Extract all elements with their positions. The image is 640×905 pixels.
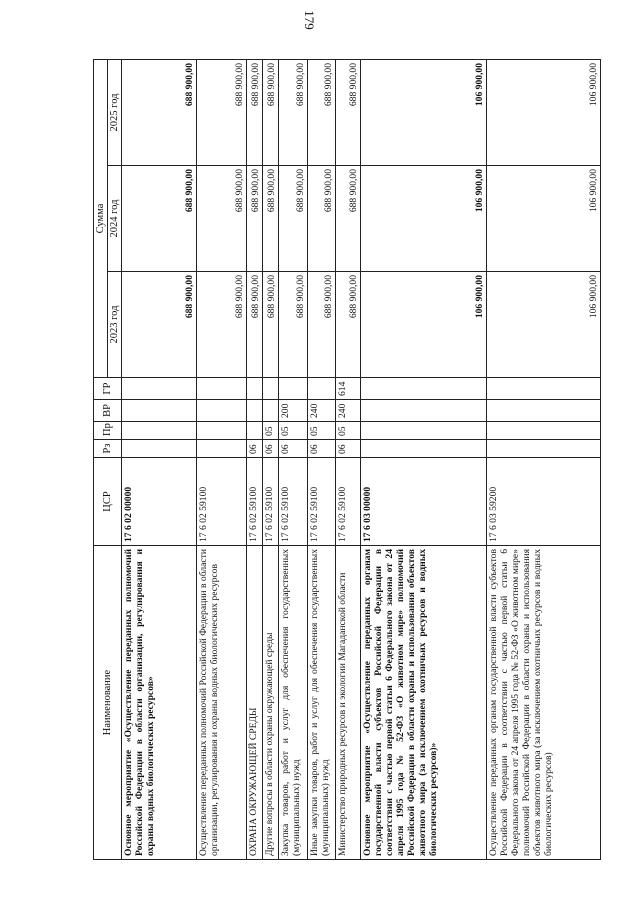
cell-vr [263, 400, 279, 422]
cell-csr: 17 6 02 59100 [197, 458, 247, 546]
cell-gr [279, 378, 308, 400]
cell-vr [122, 400, 197, 422]
table-row [361, 59, 486, 859]
page-number: 179 [301, 10, 317, 30]
cell-2024: 688 900,00 [279, 166, 308, 272]
cell-gr [263, 378, 279, 400]
header-pr: Пр [94, 422, 122, 440]
table-row [307, 59, 336, 859]
cell-2025: 688 900,00 [263, 59, 279, 165]
cell-pr: 05 [307, 422, 336, 440]
cell-csr: 17 6 02 59100 [307, 458, 336, 546]
cell-2024: 106 900,00 [361, 166, 486, 272]
header-2023: 2023 год [108, 272, 122, 378]
cell-2025: 106 900,00 [486, 59, 600, 165]
cell-2025: 688 900,00 [279, 59, 308, 165]
cell-vr: 240 [336, 400, 361, 422]
cell-2023: 106 900,00 [486, 272, 600, 378]
cell-2023: 688 900,00 [197, 272, 247, 378]
cell-csr: 17 6 02 59100 [336, 458, 361, 546]
cell-csr: 17 6 02 59100 [263, 458, 279, 546]
cell-rz: 06 [263, 440, 279, 458]
cell-name: Иные закупки товаров, работ и услуг для обеспечения государственных (муниципальных) нужд [307, 546, 336, 860]
cell-name: ОХРАНА ОКРУЖАЮЩЕЙ СРЕДЫ [247, 546, 263, 860]
cell-vr [197, 400, 247, 422]
cell-rz: 06 [279, 440, 308, 458]
cell-csr: 17 6 03 59200 [486, 458, 600, 546]
header-2024: 2024 год [108, 166, 122, 272]
cell-rz [197, 440, 247, 458]
cell-rz [361, 440, 486, 458]
cell-gr [247, 378, 263, 400]
cell-gr [307, 378, 336, 400]
cell-2023: 688 900,00 [247, 272, 263, 378]
rotated-page [93, 60, 601, 860]
cell-vr [361, 400, 486, 422]
cell-pr: 05 [336, 422, 361, 440]
cell-name: Осуществление переданных органам государственной власти субъектов Российской Федерации в соответствии с частью первой статьи 6 Федерального закона от 24 апреля 1995 года № 52-ФЗ «О животном мире» полномочий Российской Федерации в области охраны и использования объектов животного мира (за исключением охотничьих ресурсов и водных биологических ресурсов) [486, 546, 600, 860]
cell-pr [247, 422, 263, 440]
cell-2024: 688 900,00 [307, 166, 336, 272]
header-gr: ГР [94, 378, 122, 400]
cell-csr: 17 6 02 00000 [122, 458, 197, 546]
cell-rz: 06 [336, 440, 361, 458]
cell-2025: 688 900,00 [197, 59, 247, 165]
table-body [122, 59, 601, 859]
table-row [197, 59, 247, 859]
cell-vr: 240 [307, 400, 336, 422]
cell-rz: 06 [247, 440, 263, 458]
cell-name: Осуществление переданных полномочий Российской Федерации в области организации, регулирования и охраны водных биологических ресурсов [197, 546, 247, 860]
cell-csr: 17 6 03 00000 [361, 458, 486, 546]
cell-csr: 17 6 02 59100 [279, 458, 308, 546]
table-row [263, 59, 279, 859]
cell-name: Закупка товаров, работ и услуг для обеспечения государственных (муниципальных) нужд [279, 546, 308, 860]
header-2025: 2025 год [108, 59, 122, 165]
cell-gr [486, 378, 600, 400]
cell-csr: 17 6 02 59100 [247, 458, 263, 546]
cell-gr [361, 378, 486, 400]
cell-rz [122, 440, 197, 458]
cell-vr [247, 400, 263, 422]
cell-name: Министерство природных ресурсов и экологии Магаданской области [336, 546, 361, 860]
table-row [486, 59, 600, 859]
cell-2025: 688 900,00 [122, 59, 197, 165]
cell-vr [486, 400, 600, 422]
cell-2025: 688 900,00 [307, 59, 336, 165]
cell-2025: 106 900,00 [361, 59, 486, 165]
cell-2024: 688 900,00 [336, 166, 361, 272]
header-rz: Рз [94, 440, 122, 458]
cell-pr: 05 [279, 422, 308, 440]
cell-gr [122, 378, 197, 400]
cell-2024: 688 900,00 [122, 166, 197, 272]
cell-pr [486, 422, 600, 440]
header-csr: ЦСР [94, 458, 122, 546]
cell-name: Основное мероприятие «Осуществление переданных полномочий Российской Федерации в области организации, регулирования и охраны водных биологических ресурсов» [122, 546, 197, 860]
cell-2024: 688 900,00 [197, 166, 247, 272]
cell-2023: 106 900,00 [361, 272, 486, 378]
cell-pr [197, 422, 247, 440]
cell-pr [122, 422, 197, 440]
cell-2023: 688 900,00 [263, 272, 279, 378]
cell-2024: 106 900,00 [486, 166, 600, 272]
cell-name: Другие вопросы в области охраны окружающей среды [263, 546, 279, 860]
cell-2023: 688 900,00 [122, 272, 197, 378]
cell-2025: 688 900,00 [247, 59, 263, 165]
table-row [336, 59, 361, 859]
cell-2024: 688 900,00 [263, 166, 279, 272]
cell-2025: 688 900,00 [336, 59, 361, 165]
header-sum: Сумма [94, 59, 108, 377]
header-name: Наименование [94, 546, 122, 860]
cell-rz [486, 440, 600, 458]
cell-2024: 688 900,00 [247, 166, 263, 272]
cell-2023: 688 900,00 [307, 272, 336, 378]
cell-2023: 688 900,00 [279, 272, 308, 378]
cell-pr [361, 422, 486, 440]
cell-rz: 06 [307, 440, 336, 458]
table-row [279, 59, 308, 859]
header-vr: ВР [94, 400, 122, 422]
cell-2023: 688 900,00 [336, 272, 361, 378]
table-row [247, 59, 263, 859]
table-row [122, 59, 197, 859]
header-row [94, 59, 108, 859]
cell-name: Основное мероприятие «Осуществление переданных органам государственной власти субъектов Российской Федерации в соответствии с частью первой статьи 6 Федерального закона от 24 апреля 1995 года № 52-ФЗ «О животном мире» полномочий Российской Федерации в области охраны и использования объектов животного мира (за исключением охотничьих ресурсов и водных биологических ресурсов)» [361, 546, 486, 860]
budget-table [93, 59, 601, 860]
cell-gr [197, 378, 247, 400]
cell-gr: 614 [336, 378, 361, 400]
cell-pr: 05 [263, 422, 279, 440]
cell-vr: 200 [279, 400, 308, 422]
